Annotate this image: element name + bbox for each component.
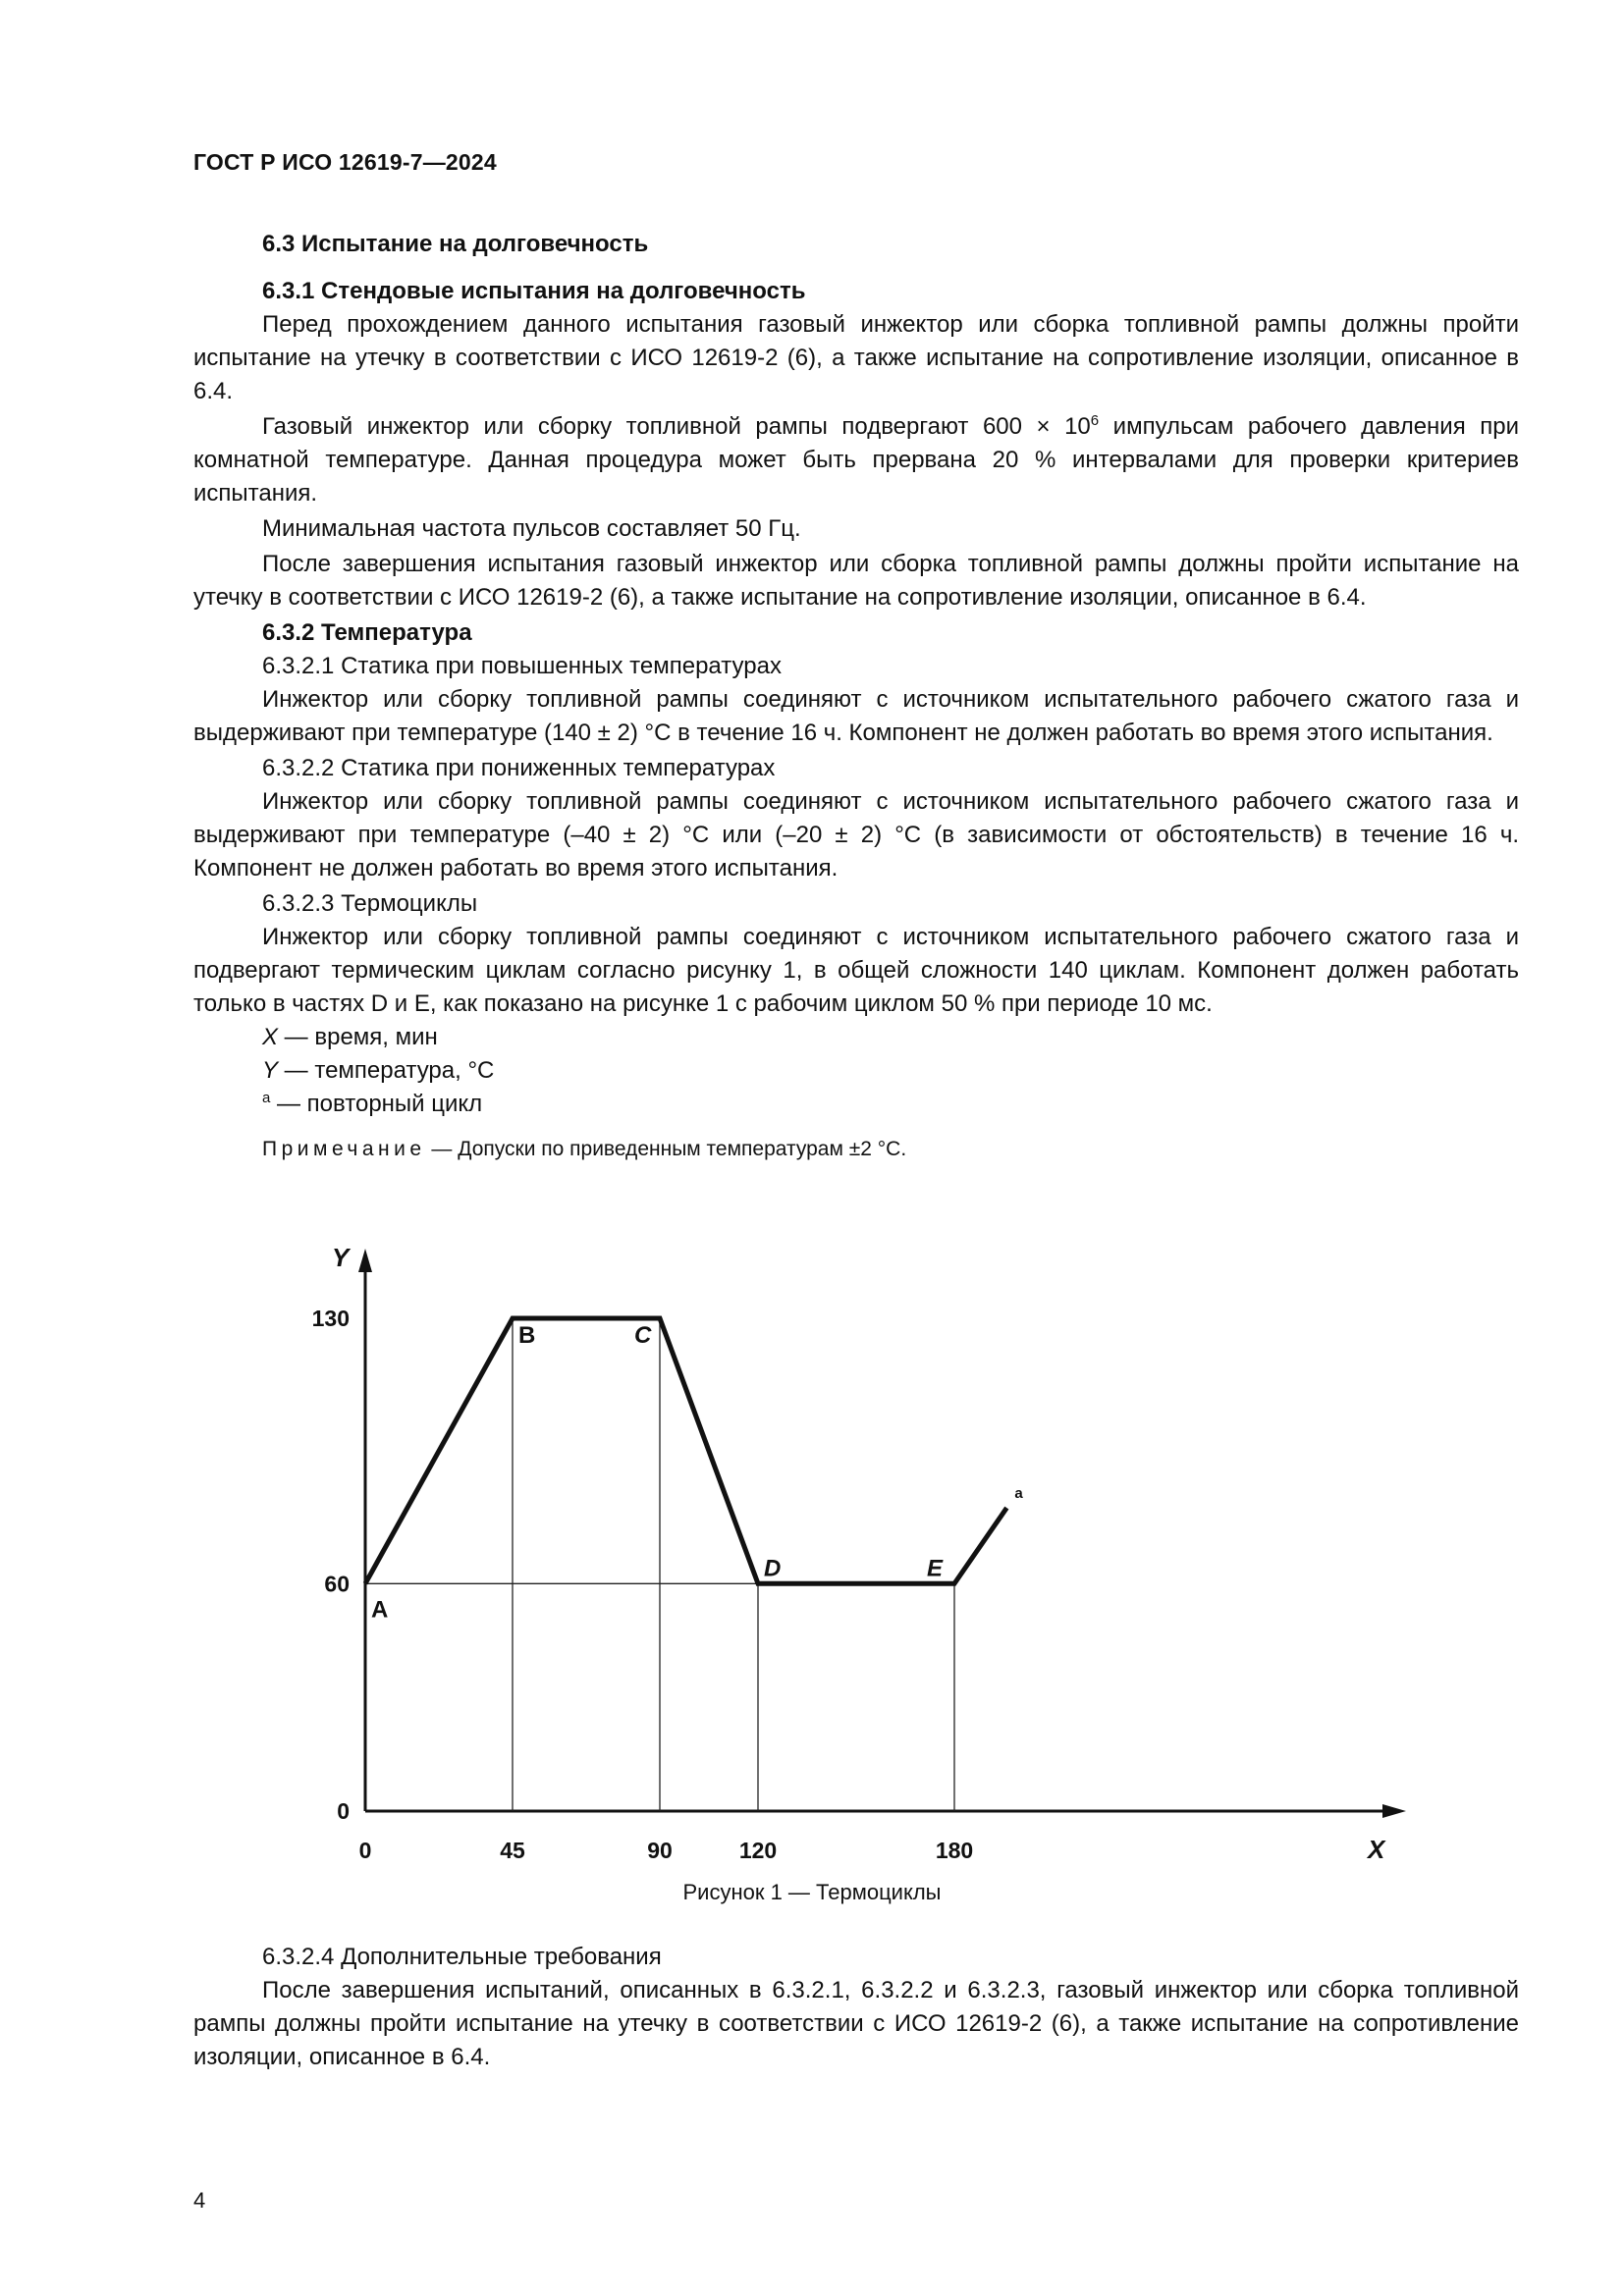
y-tick-label: 60 [324, 1571, 350, 1597]
x-tick-label: 180 [935, 1838, 974, 1863]
legend-key: a [262, 1090, 271, 1106]
point-label: B [518, 1322, 536, 1349]
paragraph: Инжектор или сборку топливной рампы соединяют с источником испытательного рабочего сжатого газа и выдерживают при температуре (–40 ± 2) °C или (–20 ± 2) °C (в зависимости от обстоятельств) в течение 16 ч. Компонент не должен работать во время этого испытания. [193, 788, 1519, 881]
paragraph: Инжектор или сборку топливной рампы соединяют с источником испытательного рабочего сжатого газа и подвергают термическим циклам согласно рисунку 1, в общей сложности 140 циклам. Компонент должен работать только в частях D и E, как показано на рисунке 1 с рабочим циклом 50 % при периоде 10 мс. [193, 924, 1519, 1017]
body-section-6-3-2-4 [193, 1941, 1519, 2076]
point-label: C [634, 1322, 652, 1349]
subheading-6-3-2-3: 6.3.2.3 Термоциклы [262, 890, 478, 917]
y-tick-label: 0 [337, 1798, 350, 1824]
paragraph-text: импульсам рабочего давления при комнатной температуре. Данная процедура может быть прервана 20 % интервалами для проверки критериев испытания. [193, 413, 1519, 507]
legend-key: Y [262, 1057, 279, 1084]
figure-caption: Рисунок 1 — Термоциклы [682, 1880, 942, 1904]
note [262, 1135, 1519, 1164]
legend-text: — температура, °C [278, 1057, 495, 1084]
subheading-6-3-2-4: 6.3.2.4 Дополнительные требования [262, 1944, 662, 1970]
x-tick-label: 90 [647, 1838, 673, 1863]
point-label: D [764, 1555, 782, 1582]
x-tick-label: 120 [738, 1838, 778, 1863]
page-number: 4 [193, 2188, 206, 2213]
point-label: A [371, 1596, 389, 1624]
subheading-6-3-2-2: 6.3.2.2 Статика при пониженных температурах [262, 755, 776, 781]
y-axis-arrow [358, 1249, 372, 1272]
x-axis-arrow [1382, 1804, 1406, 1818]
point-label: E [927, 1555, 944, 1582]
y-axis-label: Y [332, 1243, 350, 1272]
paragraph: Минимальная частота пульсов составляет 50 Гц. [262, 515, 801, 542]
note-text: — Допуски по приведенным температурам ±2 °С. [425, 1138, 907, 1160]
x-tick-label: 45 [500, 1838, 525, 1863]
legend-item-y [262, 1054, 1519, 1088]
x-tick-label: 0 [358, 1838, 372, 1863]
paragraph: Инжектор или сборку топливной рампы соединяют с источником испытательного рабочего сжатого газа и выдерживают при температуре (140 ± 2) °C в течение 16 ч. Компонент не должен работать во время этого испытания. [193, 686, 1519, 746]
paragraph: После завершения испытаний, описанных в 6.3.2.1, 6.3.2.2 и 6.3.2.3, газовый инжектор или сборка топливной рампы должны пройти испытание на утечку в соответствии с ИСО 12619-2 (6), а также испытание на сопротивление изоляции, описанное в 6.4. [193, 1977, 1519, 2070]
legend-item-a [262, 1088, 1519, 1121]
repeat-cycle-marker: a [1014, 1485, 1023, 1503]
paragraph-text: Газовый инжектор или сборку топливной рампы подвергают 600 × 10 [262, 413, 1091, 440]
body-section-6-3 [193, 228, 1519, 1164]
subheading-6-3-2-1: 6.3.2.1 Статика при повышенных температурах [262, 653, 782, 679]
superscript: 6 [1090, 412, 1100, 429]
thermocycle-chart [0, 1237, 1624, 1885]
heading-6-3: 6.3 Испытание на долговечность [262, 231, 649, 257]
figure-1-chart [0, 1237, 1624, 1885]
x-axis-label: X [1368, 1835, 1385, 1864]
heading-6-3-2: 6.3.2 Температура [262, 619, 472, 646]
document-header: ГОСТ Р ИСО 12619-7—2024 [193, 149, 497, 175]
note-label: Примечание [262, 1138, 426, 1160]
legend-text: — повторный цикл [270, 1091, 483, 1117]
y-tick-label: 130 [311, 1306, 350, 1331]
legend-item-x [262, 1021, 1519, 1054]
legend-text: — время, мин [278, 1024, 438, 1050]
legend-key: X [262, 1024, 279, 1050]
paragraph: После завершения испытания газовый инжектор или сборка топливной рампы должны пройти испытание на утечку в соответствии с ИСО 12619-2 (6), а также испытание на сопротивление изоляции, описанное в 6.4. [193, 551, 1519, 611]
paragraph [193, 410, 1519, 510]
series-line [365, 1318, 1006, 1583]
heading-6-3-1: 6.3.1 Стендовые испытания на долговечность [262, 278, 806, 304]
paragraph: Перед прохождением данного испытания газовый инжектор или сборка топливной рампы должны пройти испытание на утечку в соответствии с ИСО 12619-2 (6), а также испытание на сопротивление изоляции, описанное в 6.4. [193, 311, 1519, 404]
